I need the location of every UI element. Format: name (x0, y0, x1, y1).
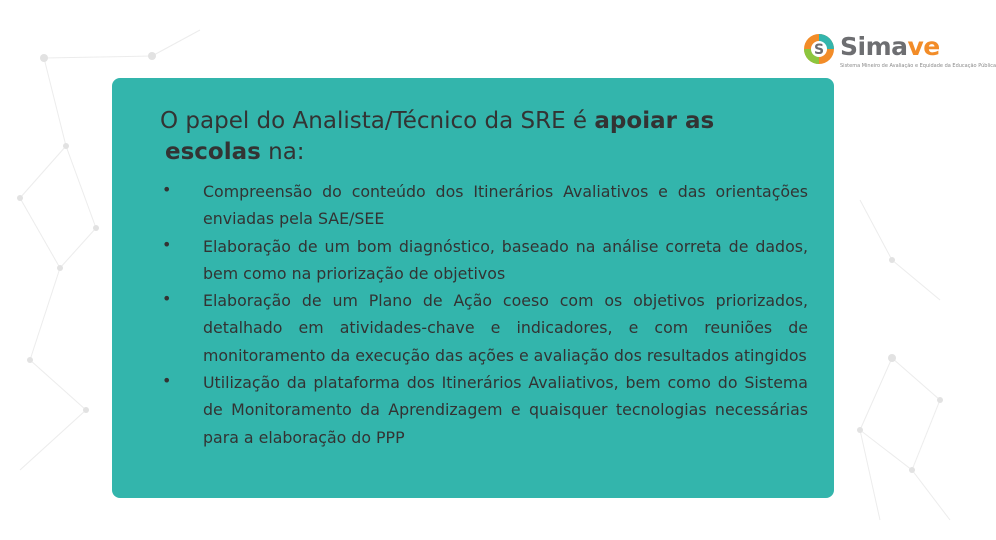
bullet-text: Utilização da plataforma dos Itinerários Avaliativos, bem como do Sistema de Monitoramento da Aprendizagem e quaisquer tecnologias necessárias para a elaboração do PPP (203, 373, 808, 447)
svg-text:S: S (813, 42, 825, 58)
content-card (112, 78, 834, 498)
list-item (112, 178, 834, 233)
bullet-dot-icon: • (162, 180, 172, 199)
bullet-text: Elaboração de um Plano de Ação coeso com os objetivos priorizados, detalhado em atividades-chave e indicadores, e com reuniões de monitoramento da execução das ações e avaliação dos resultados atingidos (203, 291, 808, 365)
heading-text: O papel do Analista/Técnico da SRE é (160, 108, 595, 134)
bullet-dot-icon: • (162, 371, 172, 391)
heading-text-2: na: (260, 139, 305, 165)
slide-heading (160, 106, 800, 168)
bullet-dot-icon: • (162, 234, 172, 254)
list-item (112, 233, 834, 288)
heading-emphasis-2: escolas (165, 139, 261, 165)
simave-logo-wordmark: Simave (840, 32, 940, 61)
list-item (112, 287, 834, 369)
simave-logo (802, 30, 996, 72)
list-item (112, 369, 834, 451)
heading-emphasis: apoiar as (594, 108, 715, 134)
simave-logo-icon (802, 32, 836, 66)
simave-logo-tagline: Sistema Mineiro de Avaliação e Equidade da Educação Pública (840, 63, 996, 69)
bullet-list (112, 178, 834, 451)
bullet-text: Compreensão do conteúdo dos Itinerários Avaliativos e das orientações enviadas pela SAE/SEE (203, 182, 808, 229)
bullet-text: Elaboração de um bom diagnóstico, baseado na análise correta de dados, bem como na priorização de objetivos (203, 236, 808, 283)
bullet-dot-icon: • (162, 289, 172, 309)
